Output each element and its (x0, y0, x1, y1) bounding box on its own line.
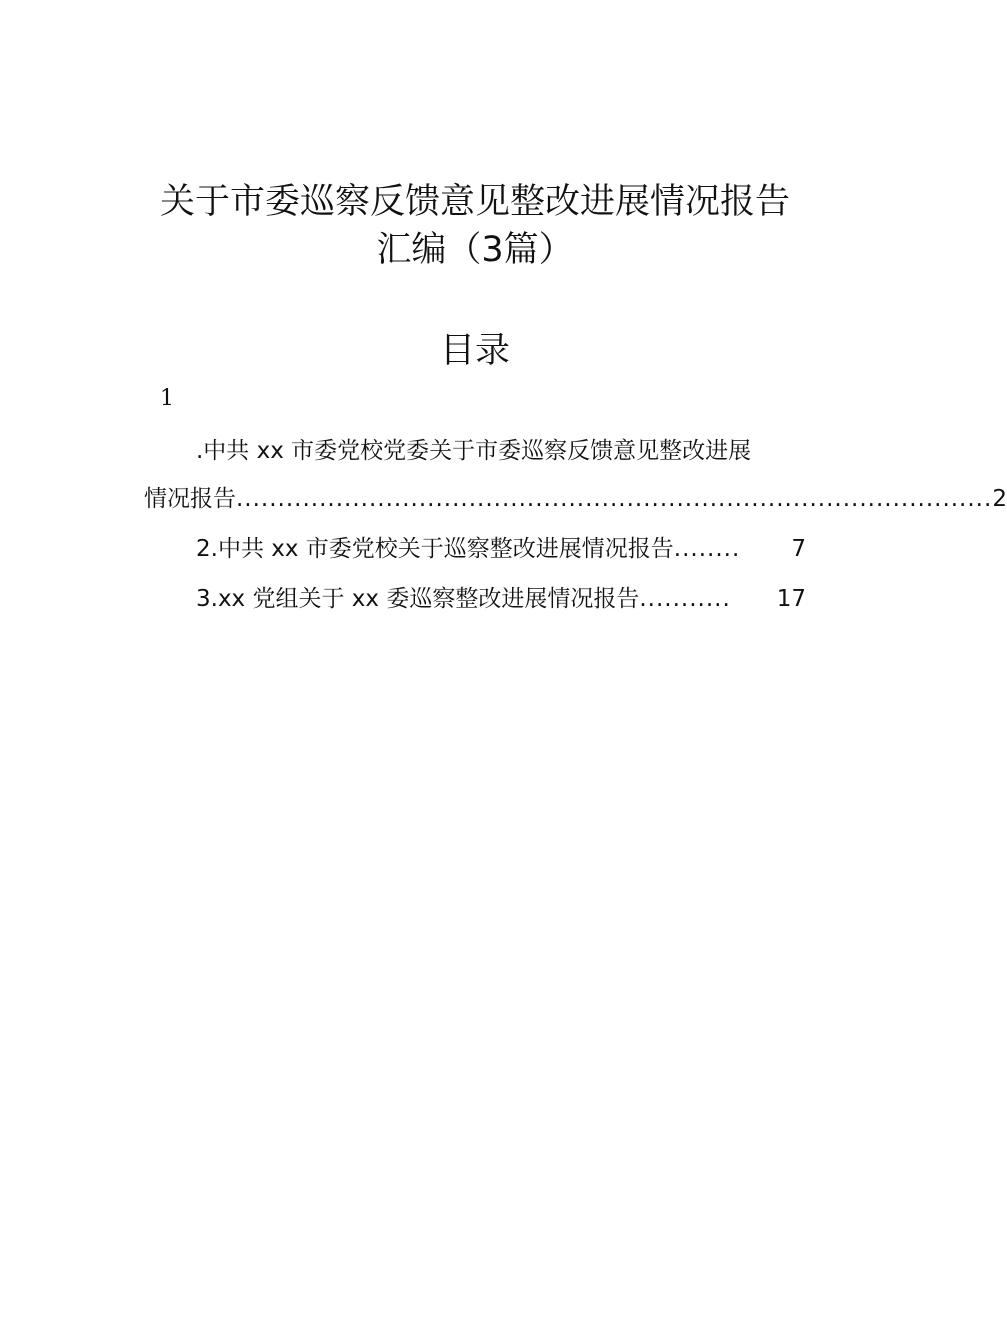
toc-entry-2-text: 2.中共 xx 市委党校关于巡察整改进展情况报告 (196, 536, 674, 562)
toc-entry-1-leader-dots: ........................................................................................... (236, 486, 993, 512)
toc-entry-1-text-cont: 情况报告 (144, 486, 236, 512)
document-title-line-2: 汇编（3篇） (376, 230, 574, 270)
toc-entry-2-page-number: 7 (791, 536, 806, 562)
toc-entry-1-line-1[interactable] (196, 433, 806, 469)
toc-entry-2-leader-dots: ........ (673, 536, 741, 562)
toc-entry-1-text: .中共 xx 市委党校党委关于市委巡察反馈意见整改进展 (196, 438, 752, 464)
toc-entry-3-leader-dots: ........... (639, 586, 731, 612)
toc-entry-3-text: 3.xx 党组关于 xx 委巡察整改进展情况报告 (196, 586, 640, 612)
document-title-line-1: 关于市委巡察反馈意见整改进展情况报告 (159, 182, 790, 222)
toc-entry-3[interactable] (196, 581, 806, 617)
toc-number-marker: 1 (160, 386, 174, 411)
toc-entry-3-page-number: 17 (776, 586, 806, 612)
toc-entry-2[interactable] (196, 531, 806, 567)
toc-entry-1-line-2[interactable] (144, 481, 1007, 517)
toc-entry-1-page-number: 2 (992, 486, 1007, 512)
toc-heading: 目录 (439, 331, 510, 371)
